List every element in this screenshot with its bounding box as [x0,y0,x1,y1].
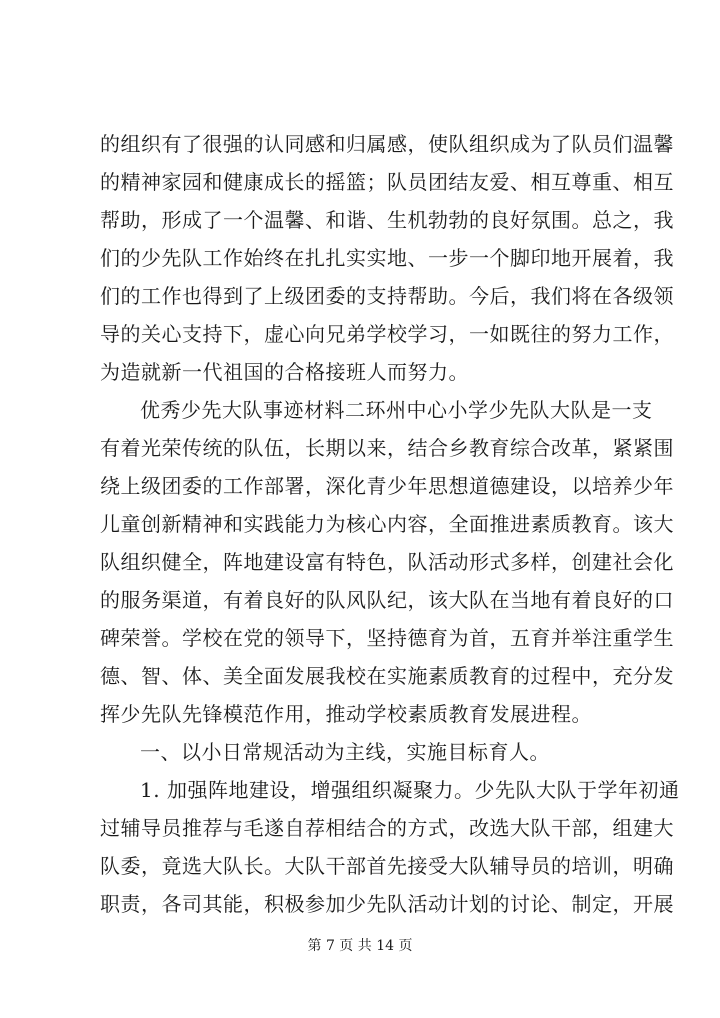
text-line: 队委，竟选大队长。大队干部首先接受大队辅导员的培训，明确 [100,854,674,878]
paragraph-first-line: 1. 加强阵地建设，增强组织凝聚力。少先队大队于学年初通 [140,778,680,802]
text-line: 绕上级团委的工作部署，深化青少年思想道德建设，以培养少年 [100,474,674,498]
text-line: 德、智、体、美全面发展我校在实施素质教育的过程中，充分发 [100,664,674,688]
text-line: 帮助，形成了一个温馨、和谐、生机勃勃的良好氛围。总之，我 [100,208,674,232]
text-line: 儿童创新精神和实践能力为核心内容，全面推进素质教育。该大 [100,512,674,536]
paragraph-first-line: 优秀少先大队事迹材料二环州中心小学少先队大队是一支 [140,398,653,422]
text-line: 的服务渠道，有着良好的队风队纪，该大队在当地有着良好的口 [100,588,674,612]
text-line: 的精神家园和健康成长的摇篮；队员团结友爱、相互尊重、相互 [100,170,674,194]
text-line: 的组织有了很强的认同感和归属感，使队组织成为了队员们温馨 [100,132,674,156]
text-line: 有着光荣传统的队伍，长期以来，结合乡教育综合改革，紧紧围 [100,436,674,460]
text-line: 碑荣誉。学校在党的领导下，坚持德育为首，五育并举注重学生 [100,626,674,650]
text-line: 们的工作也得到了上级团委的支持帮助。今后，我们将在各级领 [100,284,674,308]
text-line: 导的关心支持下，虚心向兄弟学校学习，一如既往的努力工作， [100,322,674,346]
text-line: 为造就新一代祖国的合格接班人而努力。 [100,360,469,384]
text-line: 们的少先队工作始终在扎扎实实地、一步一个脚印地开展着，我 [100,246,674,270]
text-line: 职责，各司其能，积极参加少先队活动计划的讨论、制定，开展 [100,892,674,916]
section-heading: 一、以小日常规活动为主线，实施目标育人。 [140,740,550,764]
page-number-footer: 第 7 页 共 14 页 [307,938,413,954]
text-line: 队组织健全，阵地建设富有特色，队活动形式多样，创建社会化 [100,550,674,574]
text-line: 挥少先队先锋模范作用，推动学校素质教育发展进程。 [100,702,592,726]
text-line: 过辅导员推荐与毛遂自荐相结合的方式，改选大队干部，组建大 [100,816,674,840]
